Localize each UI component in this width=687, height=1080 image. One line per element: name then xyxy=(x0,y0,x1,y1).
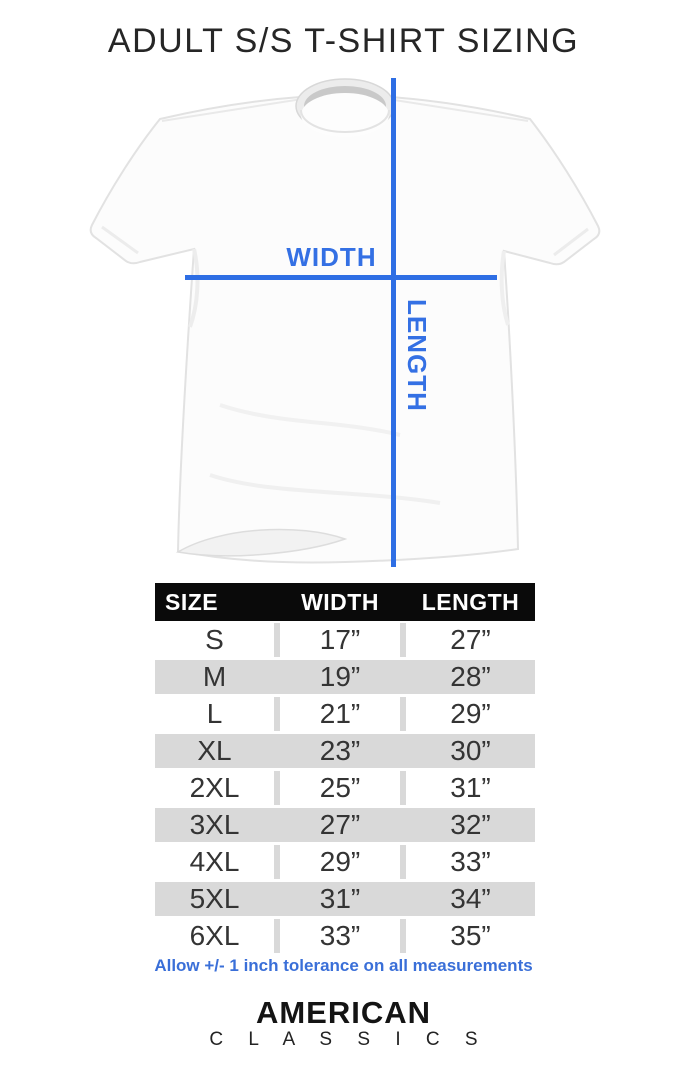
table-cell: 31” xyxy=(319,883,361,914)
header-width: WIDTH xyxy=(301,588,379,615)
table-cell: 29” xyxy=(280,845,400,879)
table-cell: 28” xyxy=(450,661,491,692)
table-cell: 31” xyxy=(406,771,535,805)
tshirt-graphic xyxy=(80,75,610,575)
table-cell: 6XL xyxy=(155,919,274,953)
table-row xyxy=(155,919,535,953)
table-cell: 23” xyxy=(319,735,361,766)
table-row xyxy=(155,623,535,657)
table-row xyxy=(155,808,535,842)
table-row xyxy=(155,734,535,768)
table-row xyxy=(155,845,535,879)
header-size: SIZE xyxy=(165,588,219,615)
size-table-header xyxy=(155,583,535,621)
table-row xyxy=(155,882,535,916)
table-cell: 33” xyxy=(280,919,400,953)
header-length: LENGTH xyxy=(421,588,520,615)
table-cell: 21” xyxy=(280,697,400,731)
table-cell: 27” xyxy=(406,623,535,657)
tshirt-collar xyxy=(296,79,394,137)
length-measure-label: LENGTH xyxy=(402,299,432,412)
table-cell: M xyxy=(202,661,227,692)
table-cell: S xyxy=(155,623,274,657)
length-line xyxy=(391,78,396,567)
table-cell: 32” xyxy=(450,809,491,840)
table-cell: 25” xyxy=(280,771,400,805)
brand-subname: C L A S S I C S xyxy=(209,1029,488,1050)
table-cell: 4XL xyxy=(155,845,274,879)
table-cell: XL xyxy=(197,735,232,766)
table-cell: 17” xyxy=(280,623,400,657)
table-row xyxy=(155,660,535,694)
table-cell: 30” xyxy=(450,735,491,766)
table-cell: 5XL xyxy=(189,883,240,914)
table-cell: 35” xyxy=(406,919,535,953)
tolerance-note: Allow +/- 1 inch tolerance on all measurements xyxy=(154,956,533,975)
table-row xyxy=(155,697,535,731)
page-title: ADULT S/S T-SHIRT SIZING xyxy=(107,22,580,60)
table-cell: 3XL xyxy=(189,809,240,840)
table-cell: 2XL xyxy=(155,771,274,805)
brand-name: AMERICAN xyxy=(255,995,432,1030)
width-measure-label: WIDTH xyxy=(286,242,377,272)
table-cell: 29” xyxy=(406,697,535,731)
brand-logo xyxy=(0,997,687,1051)
table-cell: 34” xyxy=(450,883,491,914)
size-table xyxy=(155,583,535,956)
table-cell: 27” xyxy=(319,809,361,840)
table-cell: 19” xyxy=(319,661,361,692)
width-line xyxy=(185,275,497,280)
table-row xyxy=(155,771,535,805)
table-cell: 33” xyxy=(406,845,535,879)
tshirt-sizing-diagram xyxy=(80,75,610,575)
table-cell: L xyxy=(155,697,274,731)
